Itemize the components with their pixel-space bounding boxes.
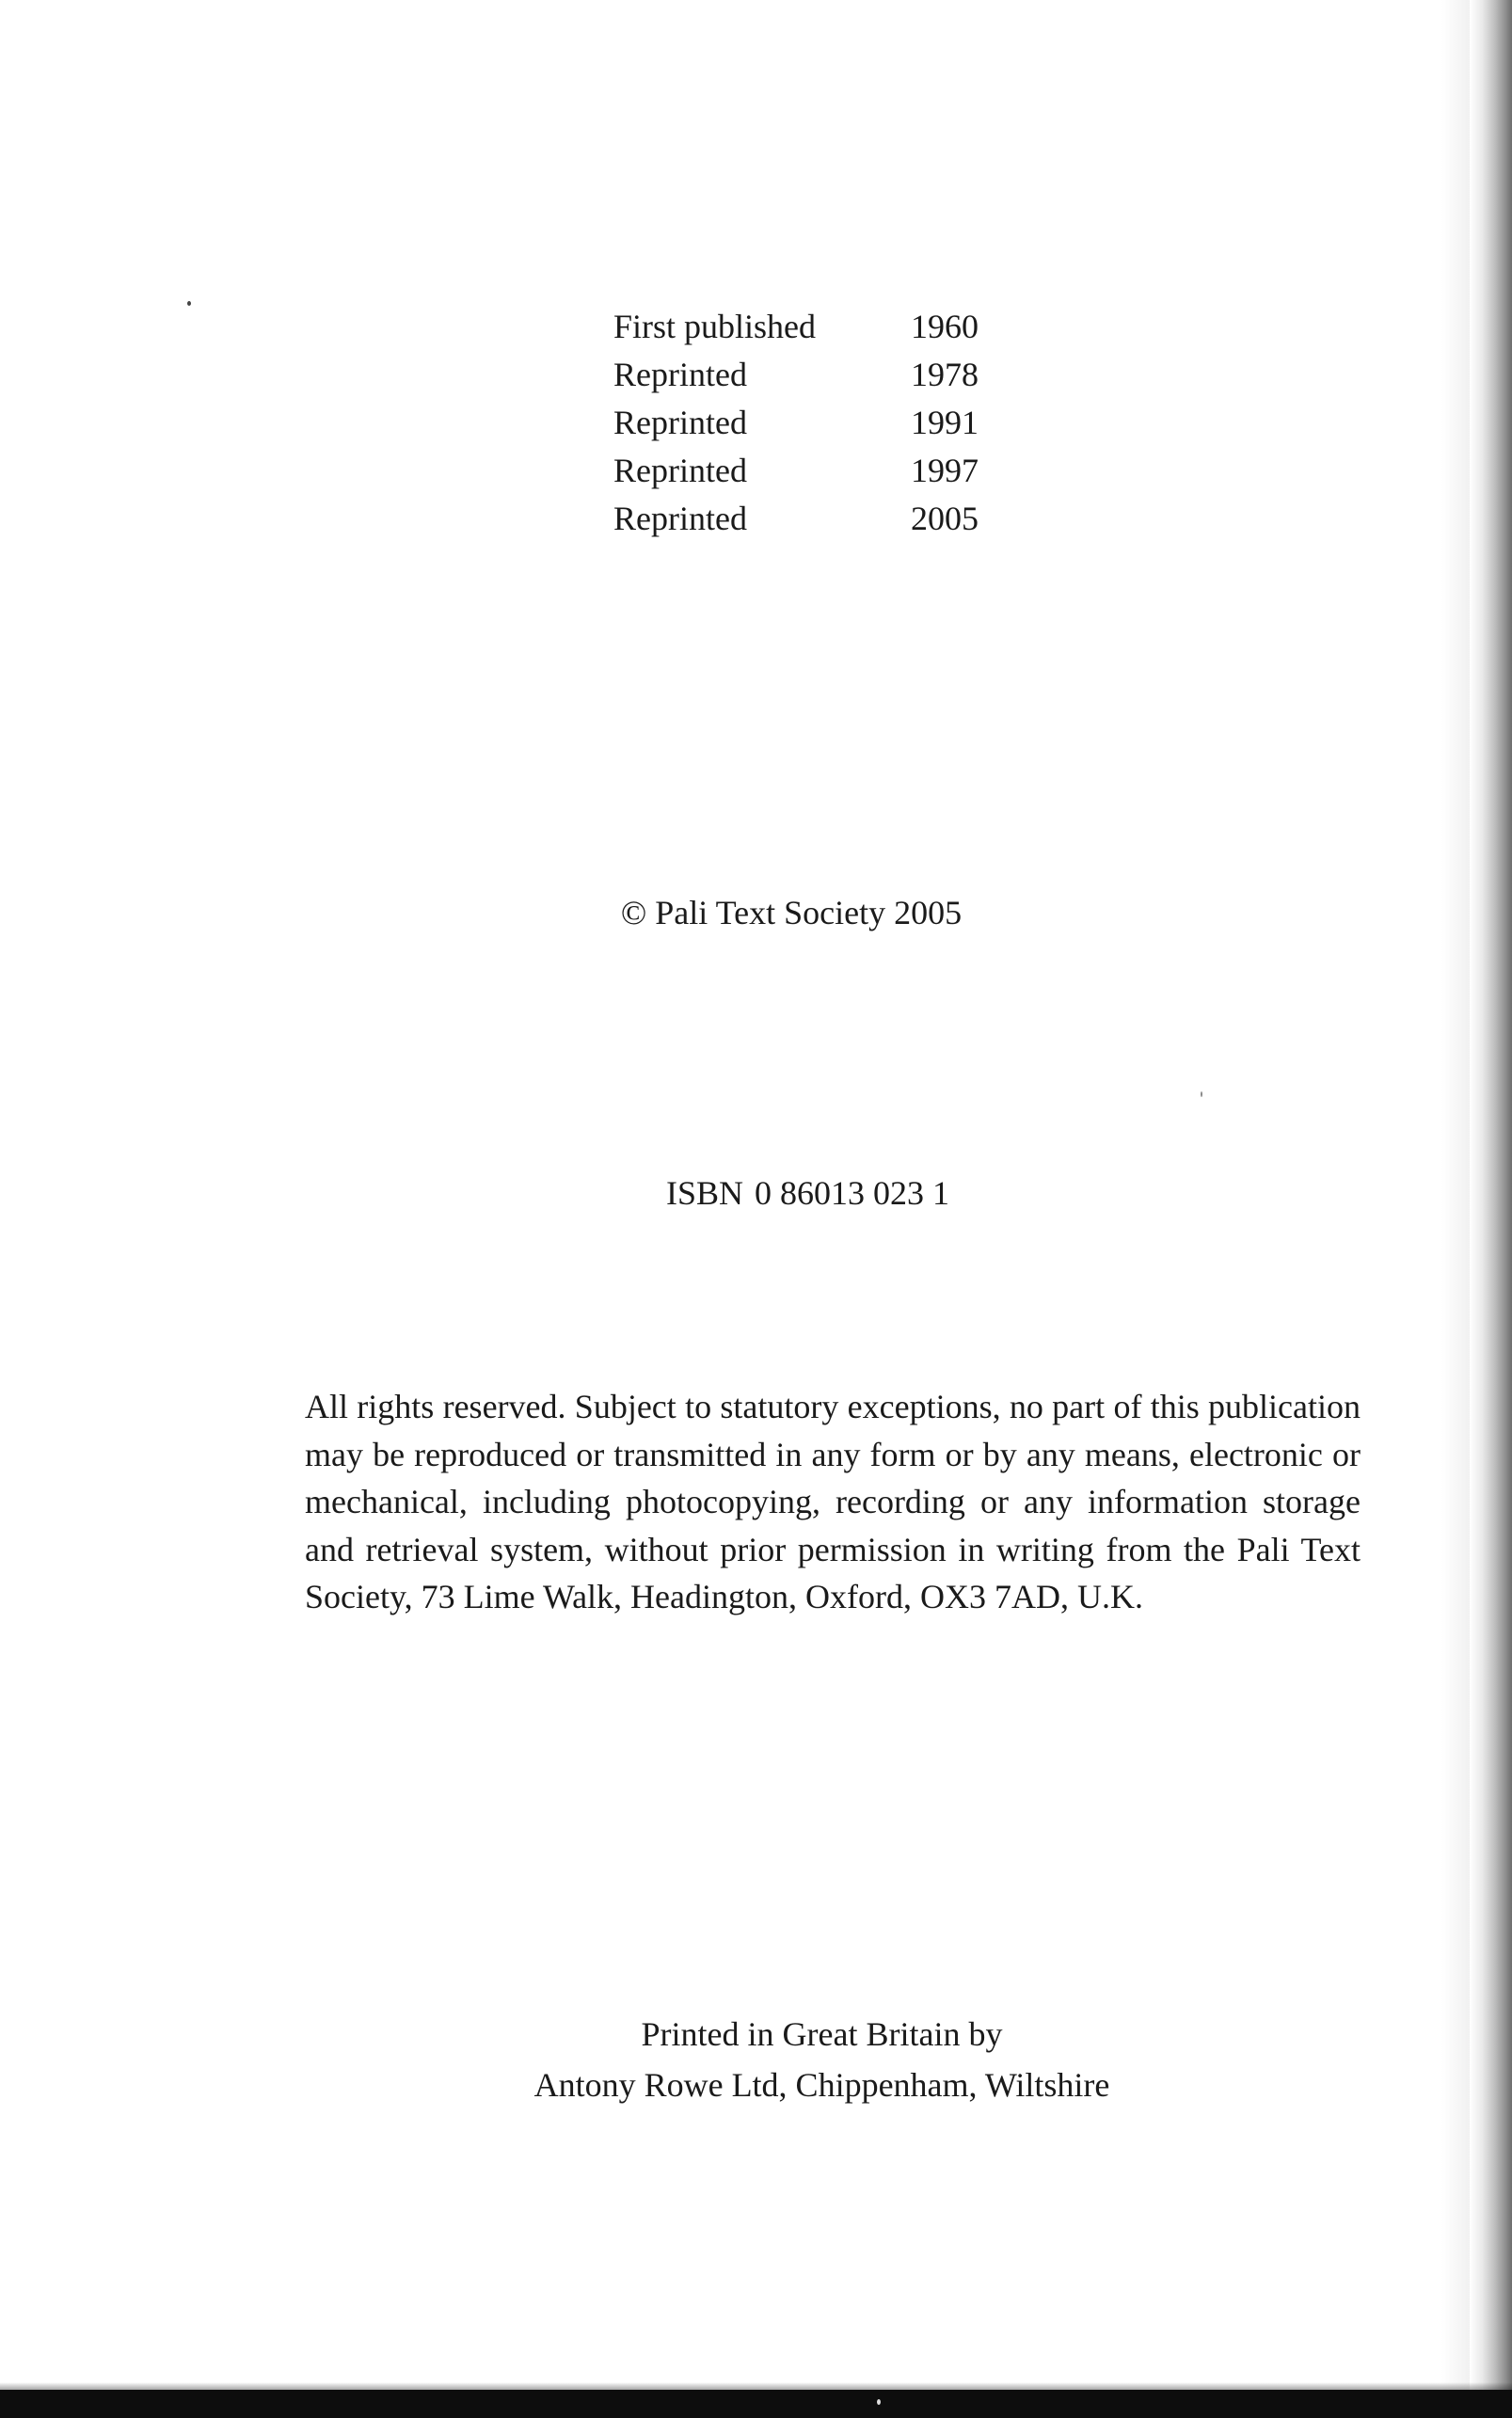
history-label: First published <box>613 308 817 345</box>
history-row <box>613 447 1009 495</box>
history-row <box>613 351 1009 399</box>
history-year: 1997 <box>911 452 979 489</box>
history-label: Reprinted <box>613 452 747 489</box>
printer-imprint <box>0 2009 1512 2110</box>
history-label: Reprinted <box>613 500 747 537</box>
history-row <box>613 303 1009 351</box>
dust-speck <box>1201 1091 1202 1097</box>
history-row <box>613 399 1009 447</box>
history-label: Reprinted <box>613 404 747 441</box>
dust-speck <box>187 301 191 306</box>
copyright-text: © Pali Text Society 2005 <box>620 894 963 931</box>
history-label: Reprinted <box>613 356 747 393</box>
history-row <box>613 495 1009 543</box>
history-year: 1991 <box>911 404 979 441</box>
history-year: 2005 <box>911 500 979 537</box>
isbn-line <box>0 1169 1512 1217</box>
isbn-container <box>666 1169 949 1217</box>
bottom-edge-fade <box>0 2382 1512 2390</box>
isbn-number: 0 86013 023 1 <box>755 1174 950 1212</box>
isbn-label: ISBN <box>665 1174 744 1212</box>
bottom-edge-bar <box>0 2390 1512 2418</box>
publication-history <box>613 303 1009 543</box>
rights-statement: All rights reserved. Subject to statutory exceptions, no part of this publication may be reproduced or transmitted in any form or by any means, electronic or mechanical, including photocopying, recording or any information storage and retrieval system, without prior permission in writing from the Pali Text Society, 73 Lime Walk, Headington, Oxford, OX3 7AD, U.K. <box>305 1388 1361 1615</box>
history-year: 1978 <box>911 356 979 393</box>
copyright-notice <box>0 889 1512 936</box>
printer-line-1: Printed in Great Britain by <box>641 2015 1003 2053</box>
history-year: 1960 <box>911 308 979 345</box>
printer-line-2: Antony Rowe Ltd, Chippenham, Wiltshire <box>533 2066 1110 2104</box>
dust-speck <box>877 2399 881 2405</box>
